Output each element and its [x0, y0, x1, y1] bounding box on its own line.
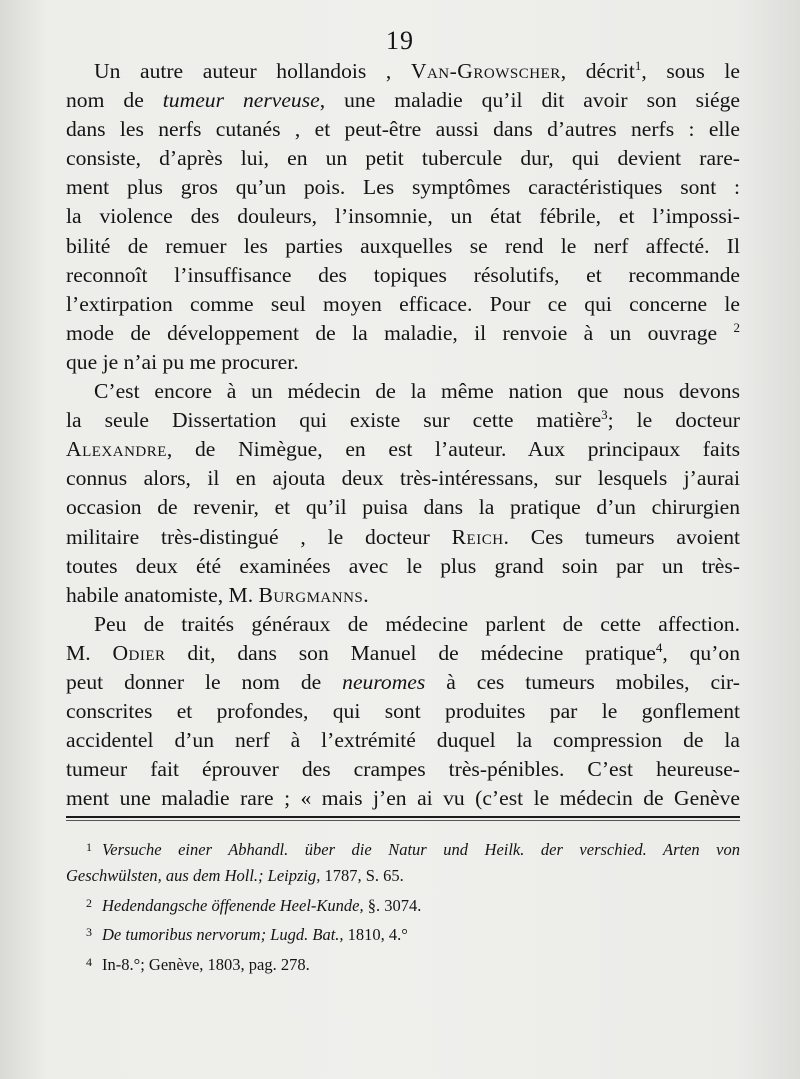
- italic-term: neuromes: [342, 669, 426, 694]
- footnote-text: 1787, S. 65.: [320, 866, 404, 886]
- footnote-number: 1: [86, 840, 92, 854]
- footnotes: [66, 834, 740, 978]
- text-run: . Ces tumeurs avoient: [503, 524, 740, 549]
- footnote-2: [66, 890, 740, 919]
- main-text: [66, 57, 740, 813]
- author-name: Burgmanns: [258, 582, 364, 607]
- text-run: habile anatomiste, M.: [66, 582, 259, 607]
- text-line: l’extirpation comme seul moyen efficace. Pour ce qui concerne le: [66, 291, 740, 316]
- author-name: Odier: [112, 640, 166, 665]
- footnote-4: [66, 949, 740, 978]
- footnote-ref: 1: [634, 58, 642, 73]
- footnote-ref: 4: [655, 639, 663, 655]
- text-run: militaire très-distingué , le docteur: [66, 524, 452, 549]
- text-line: C’est encore à un médecin de la même nation que nous devons: [94, 379, 740, 404]
- text-run: , une maladie qu’il dit avoir son siége: [319, 88, 740, 113]
- footnote-1: [66, 834, 740, 863]
- text-line: [66, 86, 740, 115]
- italic-term: tumeur nerveuse: [162, 88, 320, 113]
- text-line: consiste, d’après lui, en un petit tubercule dur, qui devient rare-: [66, 146, 740, 171]
- footnote-number: 2: [86, 895, 92, 910]
- text-line: occasion de revenir, et qu’il puisa dans la pratique d’un chirurgien: [66, 495, 740, 520]
- text-run: , de Nimègue, en est l’auteur. Aux principaux faits: [166, 437, 740, 462]
- paragraph-1: [66, 57, 740, 377]
- text-run: Un autre auteur hollandois ,: [94, 59, 411, 83]
- footnote-3: [66, 919, 740, 948]
- text-run: , décrit: [560, 59, 635, 83]
- footnote-text: 1810, 4.°: [343, 925, 408, 945]
- text-line: [66, 406, 740, 435]
- text-run: ; le docteur: [607, 408, 740, 433]
- text-run: , qu’on: [662, 640, 740, 665]
- footnote-number: 4: [86, 954, 92, 969]
- footnote-divider: [66, 816, 740, 818]
- footnote-1-cont: [66, 863, 740, 889]
- text-run: .: [363, 582, 369, 607]
- text-line: dans les nerfs cutanés , et peut-être aussi dans d’autres nerfs : elle: [66, 117, 740, 142]
- footnote-text: §. 3074.: [363, 895, 422, 915]
- text-line: [66, 523, 740, 552]
- text-line: [66, 639, 740, 668]
- text-line: connus alors, il en ajouta deux très-intéressans, sur lesquels j’aurai: [66, 466, 740, 491]
- text-run: M.: [66, 640, 113, 665]
- text-line: Peu de traités généraux de médecine parlent de cette affection.: [94, 611, 740, 636]
- text-run: peut donner le nom de: [66, 669, 343, 694]
- author-name: Reich: [451, 524, 504, 549]
- text-line: conscrites et profondes, qui sont produites par le gonflement: [66, 699, 740, 724]
- text-line: la violence des douleurs, l’insomnie, un état fébrile, et l’impossi-: [66, 204, 740, 229]
- text-line: [66, 57, 740, 86]
- footnote-text: Versuche einer Abhandl. über die Natur und Heilk. der verschied. Arten von: [102, 840, 740, 859]
- author-name: Alexandre: [66, 437, 167, 462]
- text-run: , sous le: [641, 59, 740, 83]
- footnote-number: 3: [86, 925, 92, 940]
- text-line: reconnoît l’insuffisance des topiques résolutifs, et recommande: [66, 262, 740, 287]
- footnote-ref: 2: [733, 319, 740, 335]
- footnote-text: In-8.°; Genève, 1803, pag. 278.: [102, 954, 310, 974]
- text-line: que je n’ai pu me procurer.: [66, 349, 299, 374]
- footnote-text: De tumoribus nervorum; Lugd. Bat.,: [102, 925, 344, 945]
- text-run: nom de: [66, 88, 163, 113]
- text-run: mode de développement de la maladie, il renvoie à un ouvrage: [66, 320, 734, 345]
- paragraph-2: [66, 377, 740, 610]
- text-line: tumeur fait éprouver des crampes très-pénibles. C’est heureuse-: [66, 757, 740, 782]
- text-run: à ces tumeurs mobiles, cir-: [425, 669, 740, 694]
- text-line: ment plus gros qu’un pois. Les symptômes caractéristiques sont :: [66, 175, 740, 200]
- paragraph-3: [66, 610, 740, 814]
- author-name: Van-Growscher: [410, 59, 561, 83]
- footnote-ref: 3: [601, 407, 608, 423]
- text-line: [66, 435, 740, 464]
- text-line: accidentel d’un nerf à l’extrémité duquel la compression de la: [66, 728, 740, 753]
- footnote-divider-thin: [66, 820, 740, 821]
- text-line: toutes deux été examinées avec le plus grand soin par un très-: [66, 553, 740, 578]
- page-number: 19: [386, 26, 414, 55]
- text-run: la seule Dissertation qui existe sur cette matière: [66, 408, 602, 433]
- text-run: dit, dans son Manuel de médecine pratique: [165, 640, 656, 665]
- text-line: bilité de remuer les parties auxquelles se rend le nerf affecté. Il: [66, 233, 740, 258]
- text-line: [66, 668, 740, 697]
- text-line: [66, 581, 740, 610]
- footnote-text: Geschwülsten, aus dem Holl.; Leipzig,: [66, 866, 321, 886]
- text-line: [66, 319, 740, 348]
- text-line: ment une maladie rare ; « mais j’en ai vu (c’est le médecin de Genève: [66, 786, 740, 811]
- footnote-text: Hedendangsche öffenende Heel-Kunde,: [102, 895, 364, 915]
